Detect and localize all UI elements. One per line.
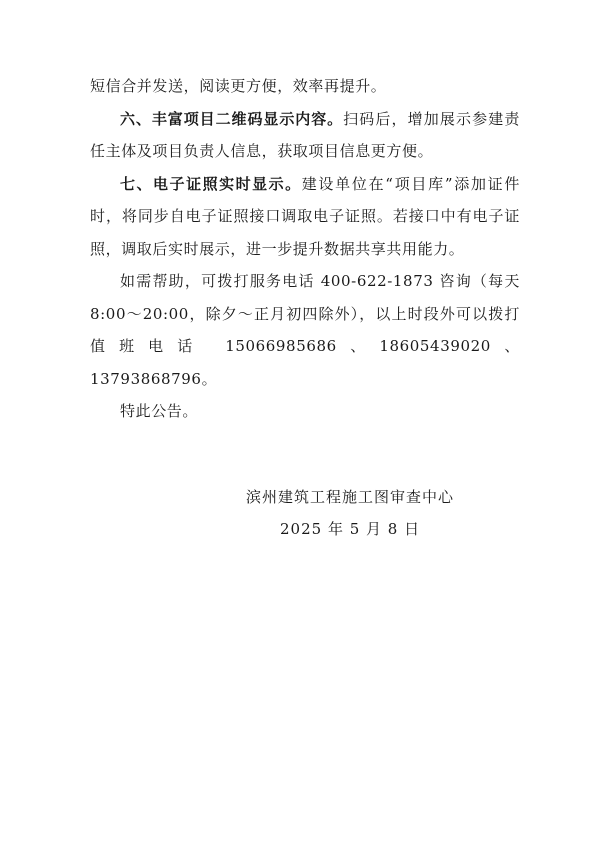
signature-date: 2025 年 5 月 8 日 (280, 520, 421, 538)
paragraph-item-6 (90, 103, 520, 168)
paragraph-closing: 特此公告。 (120, 402, 199, 420)
item-6-heading: 六、丰富项目二维码显示内容。 (120, 109, 344, 128)
item-6-body: 扫码后，增加展示参建责任主体及项目负责人信息，获取项目信息更方便。 (90, 109, 520, 160)
paragraph-item-7 (90, 168, 520, 266)
item-7-heading: 七、电子证照实时显示。 (120, 174, 302, 193)
document-body (90, 70, 520, 428)
signature-block (246, 481, 466, 545)
paragraph-continuation: 短信合并发送，阅读更方便，效率再提升。 (90, 77, 387, 95)
item-7-body: 建设单位在“项目库”添加证件时，将同步自电子证照接口调取电子证照。若接口中有电子证照，调取后实时展示，进一步提升数据共享共用能力。 (90, 174, 520, 258)
paragraph-help-contact: 如需帮助，可拨打服务电话 400-622-1873 咨询（每天8:00～20:00，除夕～正月初四除外），以上时段外可以拨打值班电话 15066985686、18605439020、13793868796。 (90, 272, 520, 388)
signature-organization: 滨州建筑工程施工图审查中心 (246, 488, 455, 506)
